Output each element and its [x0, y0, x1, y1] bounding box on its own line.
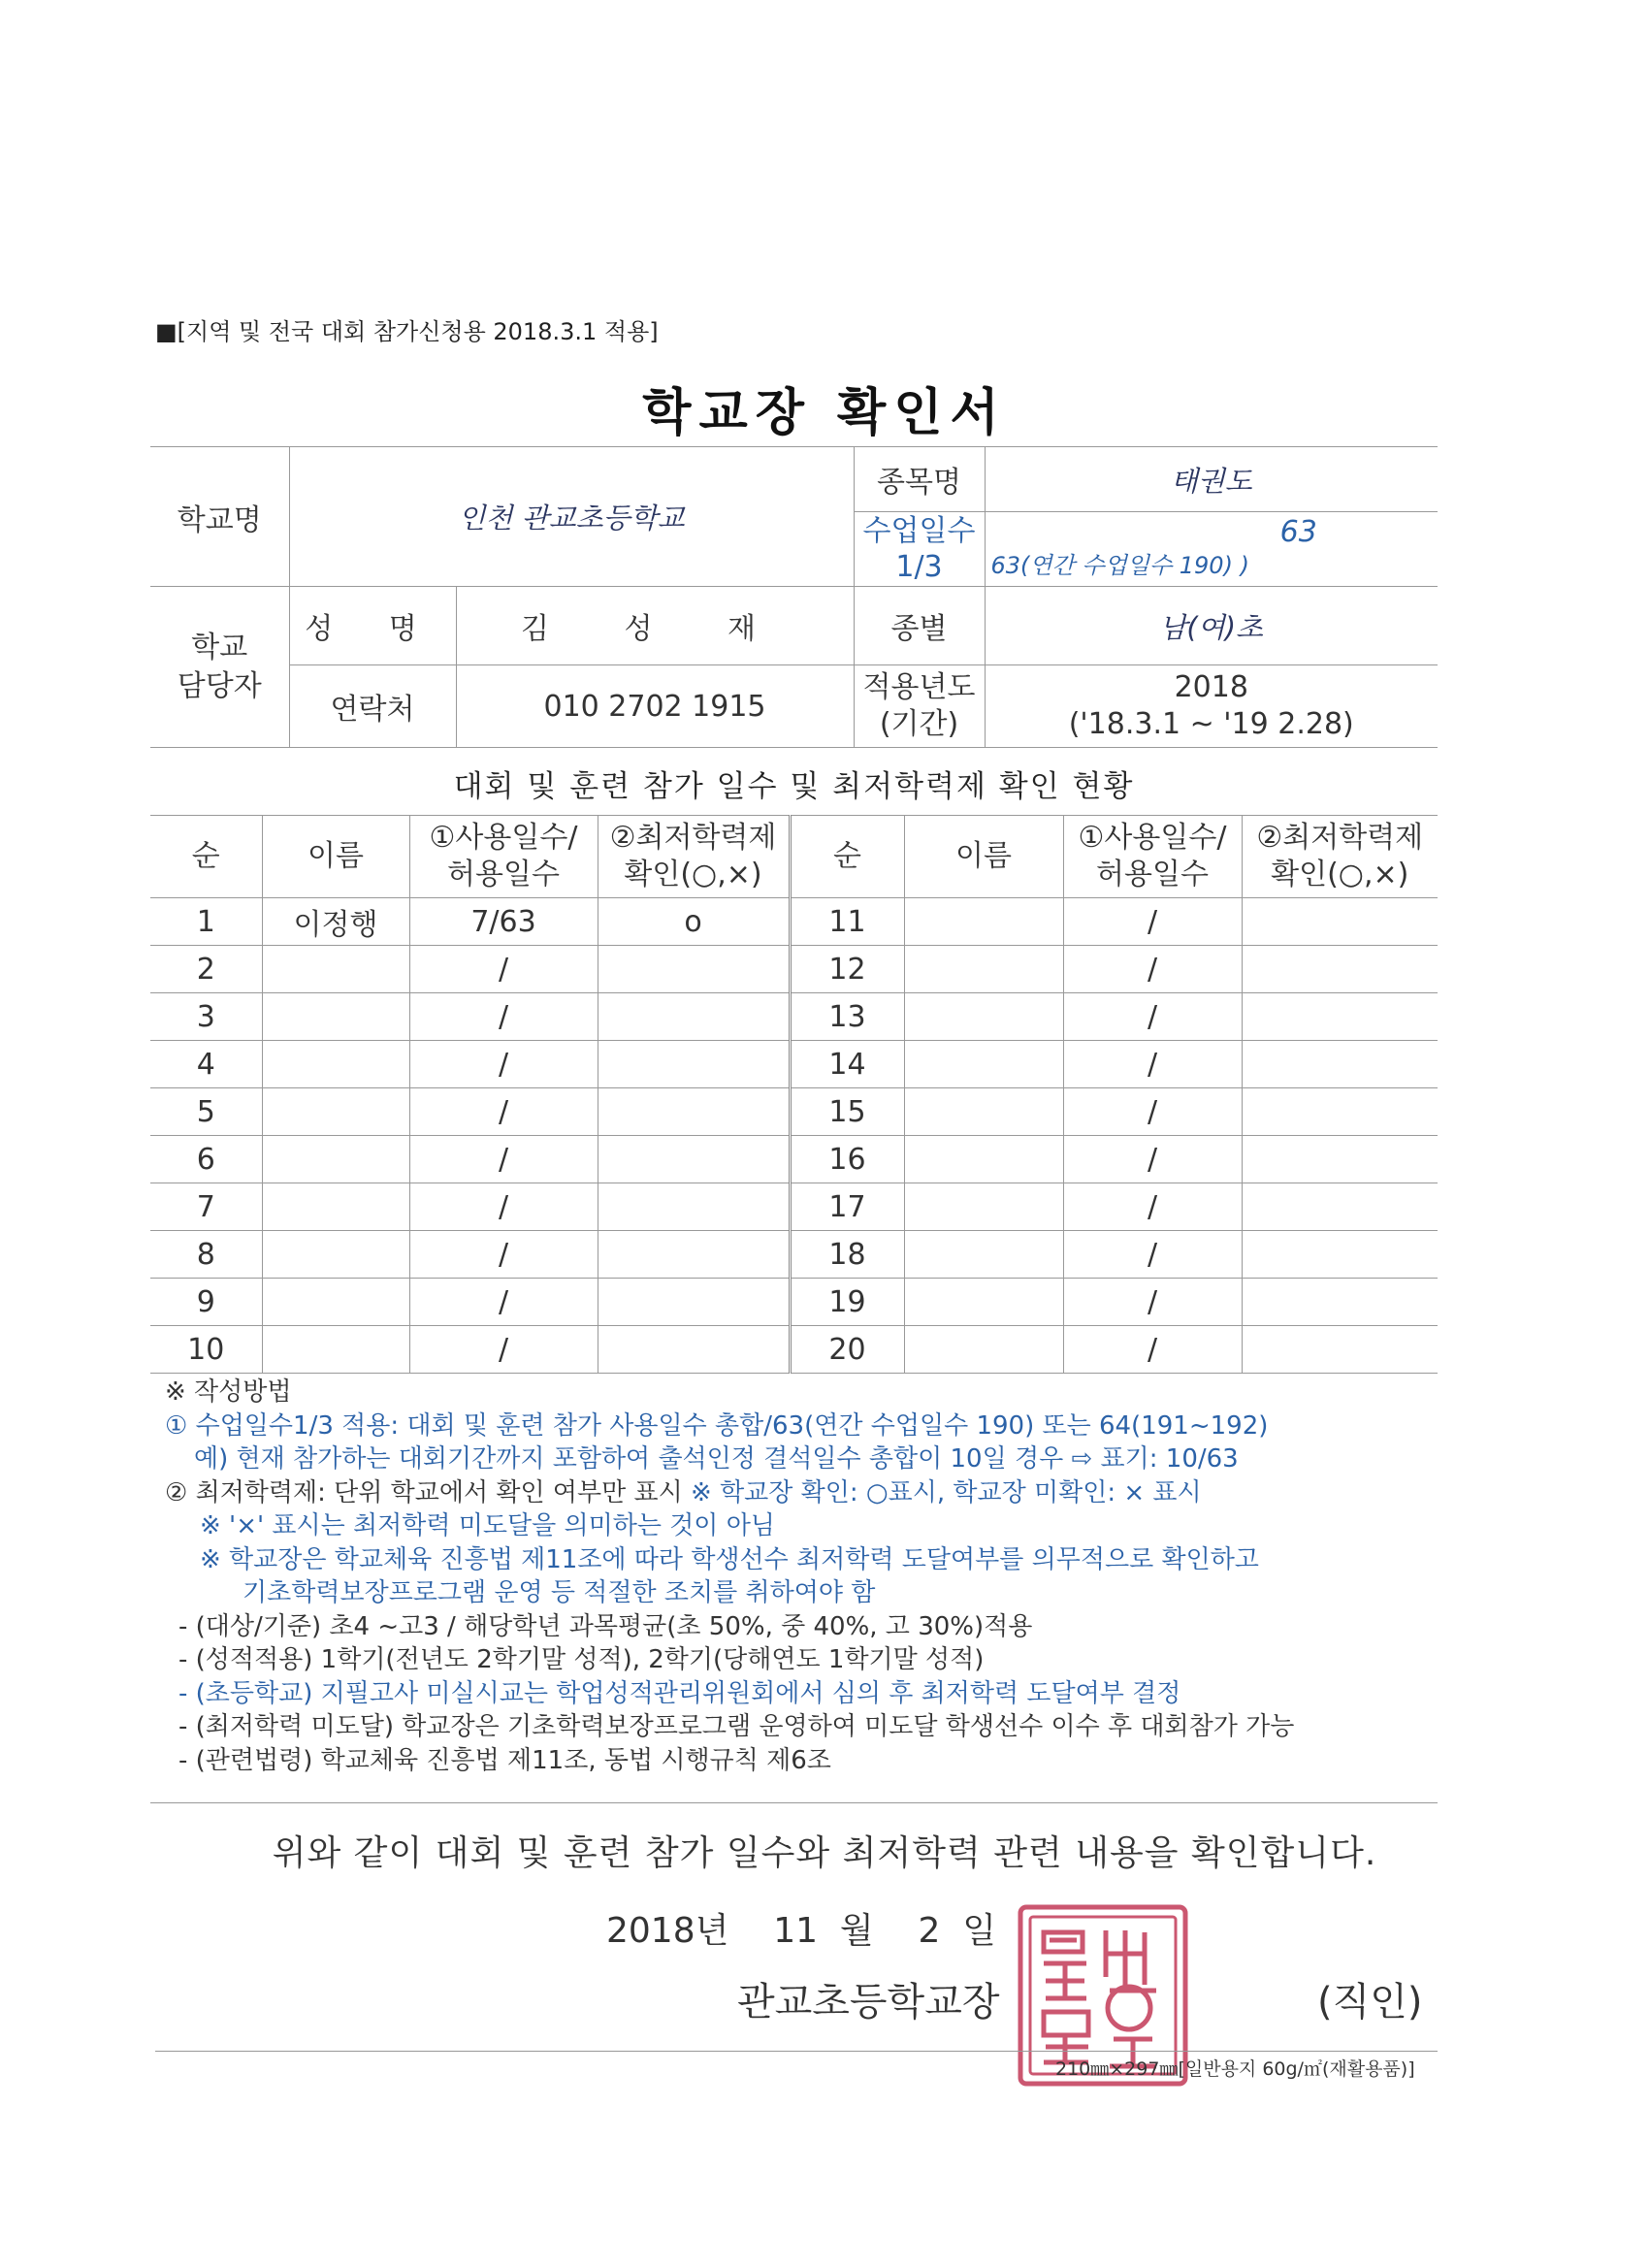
year-label: [854, 665, 985, 748]
table-cell-no-l: 7: [150, 1183, 262, 1231]
days-label-line2: 1/3: [895, 550, 943, 584]
table-cell-name-l: [262, 946, 409, 993]
status-title: 대회 및 훈련 참가 일수 및 최저학력제 확인 현황: [453, 769, 1135, 804]
table-cell-min-l: [598, 1136, 790, 1183]
table-cell-min-r: [1242, 898, 1438, 946]
table-cell-days-r: /: [1063, 898, 1242, 946]
table-cell-no-r: 17: [790, 1183, 904, 1231]
table-cell-days-l: /: [409, 1183, 598, 1231]
table-cell-days-l: /: [409, 1136, 598, 1183]
table-cell-days-r: /: [1063, 1041, 1242, 1088]
table-row: [150, 993, 1438, 1041]
date-day: 2: [918, 1911, 941, 1951]
notes-rule: [150, 1802, 1438, 1803]
col-name-right: 이름: [904, 816, 1063, 898]
table-cell-name-l: [262, 1326, 409, 1374]
school-value: 인천 관교초등학교: [289, 447, 854, 587]
table-cell-days-l: /: [409, 1326, 598, 1374]
document-title: 학교장 확인서: [642, 384, 1007, 442]
table-cell-no-r: 12: [790, 946, 904, 993]
note-2d: 기초학력보장프로그램 운영 등 적절한 조치를 취하여야 함: [242, 1578, 876, 1607]
gender-value: 남(여)초: [985, 587, 1438, 665]
table-cell-min-l: o: [598, 898, 790, 946]
days-value-note: 63(연간 수업일수 190) ): [990, 552, 1249, 579]
table-cell-no-l: 10: [150, 1326, 262, 1374]
table-cell-min-r: [1242, 1231, 1438, 1279]
table-cell-name-l: 이정행: [262, 898, 409, 946]
note-2b: ※ '×' 표시는 최저학력 미도달을 의미하는 것이 아님: [200, 1511, 775, 1540]
table-cell-days-l: /: [409, 1279, 598, 1326]
col-min-right-line1: ②최저학력제: [1256, 821, 1424, 855]
table-cell-name-r: [904, 1136, 1063, 1183]
table-cell-days-r: /: [1063, 946, 1242, 993]
note-1b: 예) 현재 참가하는 대회기간까지 포함하여 출석인정 결석일수 총합이 10일 경우 ⇨ 표기: 10/63: [194, 1444, 1239, 1474]
col-min-right: [1242, 816, 1438, 898]
table-cell-days-r: /: [1063, 993, 1242, 1041]
note-d5: - (관련법령) 학교체육 진흥법 제11조, 동법 시행규칙 제6조: [178, 1745, 831, 1775]
table-cell-name-r: [904, 1231, 1063, 1279]
table-row: [150, 946, 1438, 993]
table-cell-no-r: 13: [790, 993, 904, 1041]
table-cell-min-l: [598, 946, 790, 993]
year-label-line2: (기간): [879, 707, 959, 741]
table-row: [150, 1231, 1438, 1279]
table-cell-min-r: [1242, 1279, 1438, 1326]
footer-rule: [155, 2051, 1438, 2052]
table-cell-name-l: [262, 1279, 409, 1326]
notes: [165, 1376, 1455, 1777]
days-label-line1: 수업일수: [862, 514, 976, 548]
table-cell-min-l: [598, 1041, 790, 1088]
table-cell-min-l: [598, 1326, 790, 1374]
table-cell-days-l: /: [409, 1231, 598, 1279]
date-year: 2018년: [606, 1911, 729, 1951]
table-row: [150, 1041, 1438, 1088]
col-days-left: [409, 816, 598, 898]
col-min-right-line2: 확인(○,×): [1271, 858, 1409, 891]
note-1a: ① 수업일수1/3 적용: 대회 및 훈련 참가 사용일수 총합/63(연간 수업일수 190) 또는 64(191~192): [165, 1410, 1269, 1441]
col-min-left-line2: 확인(○,×): [624, 858, 762, 891]
table-cell-no-r: 11: [790, 898, 904, 946]
table-row: [150, 898, 1438, 946]
table-cell-days-l: /: [409, 1088, 598, 1136]
table-cell-min-l: [598, 1183, 790, 1231]
table-cell-name-r: [904, 898, 1063, 946]
paper-spec-footer: 210㎜×297㎜[일반용지 60g/㎡(재활용품)]: [1055, 2058, 1415, 2080]
notes-heading: ※ 작성방법: [165, 1377, 292, 1407]
note-2a-part2: ※ 학교장 확인: ○표시, 학교장 미확인: × 표시: [691, 1477, 1202, 1507]
name-label: 성 명: [289, 587, 456, 665]
date-month: 11: [773, 1911, 818, 1951]
note-2c: ※ 학교장은 학교체육 진흥법 제11조에 따라 학생선수 최저학력 도달여부를 의무적으로 확인하고: [200, 1544, 1259, 1574]
table-cell-min-r: [1242, 1041, 1438, 1088]
table-row: [150, 1326, 1438, 1374]
gender-label: 종별: [854, 587, 985, 665]
header-note: ■[지역 및 전국 대회 참가신청용 2018.3.1 적용]: [155, 318, 659, 345]
manager-label-line2: 담당자: [177, 668, 262, 703]
year-period: ('18.3.1 ~ '19 2.28): [1068, 707, 1354, 741]
table-cell-min-r: [1242, 1326, 1438, 1374]
signature-date: [606, 1903, 996, 1953]
table-cell-name-r: [904, 1183, 1063, 1231]
table-cell-no-l: 1: [150, 898, 262, 946]
table-cell-days-r: /: [1063, 1088, 1242, 1136]
table-cell-min-r: [1242, 1088, 1438, 1136]
table-cell-days-r: /: [1063, 1136, 1242, 1183]
table-cell-days-l: /: [409, 946, 598, 993]
col-days-left-line2: 허용일수: [447, 858, 560, 891]
note-2a: [165, 1476, 1455, 1510]
table-row: [150, 1136, 1438, 1183]
table-cell-name-l: [262, 1183, 409, 1231]
col-no-left: 순: [150, 816, 262, 898]
table-row: [150, 1183, 1438, 1231]
date-month-unit: 월: [839, 1911, 874, 1951]
table-cell-days-r: /: [1063, 1231, 1242, 1279]
table-cell-days-r: /: [1063, 1183, 1242, 1231]
table-cell-min-l: [598, 1279, 790, 1326]
table-cell-no-l: 4: [150, 1041, 262, 1088]
table-cell-name-l: [262, 1136, 409, 1183]
manager-label: [150, 587, 289, 748]
col-min-left: [598, 816, 790, 898]
table-cell-min-r: [1242, 993, 1438, 1041]
table-cell-min-l: [598, 1088, 790, 1136]
days-value: 63: [1279, 515, 1317, 549]
note-d2: - (성적적용) 1학기(전년도 2학기말 성적), 2학기(당해연도 1학기말 성적): [178, 1645, 985, 1674]
days-label: [854, 512, 985, 587]
manager-label-line1: 학교: [191, 630, 248, 664]
confirm-text: 위와 같이 대회 및 훈련 참가 일수와 최저학력 관련 내용을 확인합니다.: [272, 1833, 1377, 1873]
col-days-left-line1: ①사용일수/: [429, 821, 578, 855]
date-day-unit: 일: [962, 1911, 997, 1951]
table-cell-days-r: /: [1063, 1279, 1242, 1326]
note-d1: - (대상/기준) 초4 ~고3 / 해당학년 과목평균(초 50%, 중 40%, 고 30%)적용: [178, 1611, 1033, 1641]
table-cell-name-r: [904, 1279, 1063, 1326]
seal-label: (직인): [1317, 1980, 1423, 2025]
table-cell-name-l: [262, 1041, 409, 1088]
table-cell-days-r: /: [1063, 1326, 1242, 1374]
table-cell-no-r: 20: [790, 1326, 904, 1374]
col-days-right: [1063, 816, 1242, 898]
school-signature: 관교초등학교장: [737, 1980, 1000, 2025]
table-cell-no-r: 15: [790, 1088, 904, 1136]
year-label-line1: 적용년도: [862, 670, 976, 704]
table-cell-days-l: /: [409, 993, 598, 1041]
table-row: [150, 1088, 1438, 1136]
table-cell-min-r: [1242, 1136, 1438, 1183]
table-cell-name-r: [904, 1088, 1063, 1136]
year-value-cell: [985, 665, 1438, 748]
table-cell-name-r: [904, 1041, 1063, 1088]
status-body: [150, 898, 1438, 1374]
table-cell-no-r: 14: [790, 1041, 904, 1088]
col-no-right: 순: [790, 816, 904, 898]
table-cell-days-l: 7/63: [409, 898, 598, 946]
year-value: 2018: [1174, 670, 1248, 704]
col-days-right-line1: ①사용일수/: [1078, 821, 1227, 855]
table-cell-name-l: [262, 1231, 409, 1279]
table-cell-no-l: 2: [150, 946, 262, 993]
table-cell-min-r: [1242, 946, 1438, 993]
name-value: 김 성 재: [456, 587, 854, 665]
table-cell-name-l: [262, 1088, 409, 1136]
table-cell-min-l: [598, 993, 790, 1041]
status-header-row: [150, 816, 1438, 898]
note-2a-part1: ② 최저학력제: 단위 학교에서 확인 여부만 표시: [165, 1477, 692, 1507]
table-cell-no-r: 16: [790, 1136, 904, 1183]
note-d4: - (최저학력 미도달) 학교장은 기초학력보장프로그램 운영하여 미도달 학생선수 이수 후 대회참가 가능: [178, 1712, 1295, 1741]
contact-label: 연락처: [289, 665, 456, 748]
table-cell-name-r: [904, 1326, 1063, 1374]
info-table: [150, 446, 1438, 748]
contact-value: 010 2702 1915: [456, 665, 854, 748]
status-table: [150, 815, 1438, 1374]
note-d3: - (초등학교) 지필고사 미실시교는 학업성적관리위원회에서 심의 후 최저학력 도달여부 결정: [178, 1678, 1181, 1708]
table-cell-no-r: 18: [790, 1231, 904, 1279]
table-cell-no-l: 9: [150, 1279, 262, 1326]
col-min-left-line1: ②최저학력제: [609, 821, 777, 855]
sport-value: 태권도: [985, 447, 1438, 512]
table-cell-name-r: [904, 993, 1063, 1041]
days-value-cell: [985, 512, 1438, 587]
school-label: 학교명: [150, 447, 289, 587]
table-cell-min-l: [598, 1231, 790, 1279]
table-cell-no-l: 8: [150, 1231, 262, 1279]
col-name-left: 이름: [262, 816, 409, 898]
col-days-right-line2: 허용일수: [1096, 858, 1209, 891]
table-cell-days-l: /: [409, 1041, 598, 1088]
table-cell-no-l: 3: [150, 993, 262, 1041]
sport-label: 종목명: [854, 447, 985, 512]
table-cell-name-r: [904, 946, 1063, 993]
table-cell-name-l: [262, 993, 409, 1041]
table-cell-min-r: [1242, 1183, 1438, 1231]
table-cell-no-r: 19: [790, 1279, 904, 1326]
table-cell-no-l: 6: [150, 1136, 262, 1183]
table-cell-no-l: 5: [150, 1088, 262, 1136]
table-row: [150, 1279, 1438, 1326]
